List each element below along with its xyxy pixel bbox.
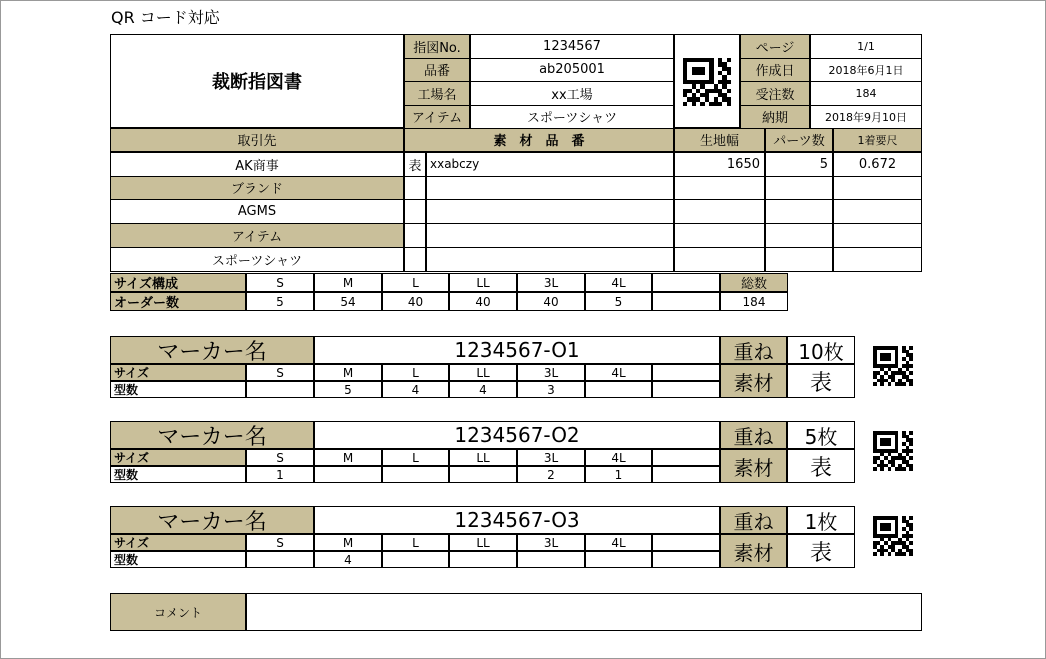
header-label: 作成日 (740, 58, 810, 83)
marker-name-label: マーカー名 (110, 506, 314, 534)
order-cell (652, 292, 720, 311)
header-value: 1/1 (810, 34, 922, 59)
qr-code-icon (683, 58, 731, 106)
header-value: 1234567 (470, 34, 674, 59)
marker-size-cell: LL (449, 364, 517, 381)
header-label: アイテム (404, 105, 470, 130)
header-value: 184 (810, 81, 922, 106)
marker-count-cell (652, 381, 720, 398)
marker-size-cell: 4L (585, 364, 652, 381)
material-side (404, 176, 426, 201)
marker-layers: 10枚 (787, 336, 855, 364)
header-label: 工場名 (404, 81, 470, 106)
header-label: 受注数 (740, 81, 810, 106)
marker-count-label: 型数 (110, 551, 246, 568)
marker-name: 1234567-O1 (314, 336, 720, 364)
material-parts (765, 223, 833, 248)
marker-size-label: サイズ (110, 534, 246, 551)
header-value: スポーツシャツ (470, 105, 674, 130)
comment-label: コメント (110, 593, 246, 631)
marker-size-cell: 3L (517, 364, 585, 381)
marker-count-cell (449, 551, 517, 568)
header-label: 指図No. (404, 34, 470, 59)
marker-count-cell (246, 381, 314, 398)
material-code (426, 176, 674, 201)
material-code (426, 223, 674, 248)
qr-code-icon (873, 431, 913, 471)
marker-layers-label: 重ね (720, 506, 787, 534)
order-cell: 40 (517, 292, 585, 311)
size-cell: L (382, 273, 449, 292)
marker-size-label: サイズ (110, 364, 246, 381)
material-yield (833, 247, 922, 272)
header-value: xx工場 (470, 81, 674, 106)
order-cell: 54 (314, 292, 382, 311)
marker-count-cell (382, 551, 449, 568)
marker-size-cell: M (314, 534, 382, 551)
marker-size-cell: S (246, 534, 314, 551)
header-value: ab205001 (470, 58, 674, 83)
header-value: 2018年9月10日 (810, 105, 922, 130)
marker-layers: 5枚 (787, 421, 855, 449)
size-cell (652, 273, 720, 292)
material-code (426, 247, 674, 272)
marker-count-label: 型数 (110, 466, 246, 483)
info-cell: スポーツシャツ (110, 247, 404, 272)
marker-size-cell: M (314, 364, 382, 381)
marker-count-cell: 1 (585, 466, 652, 483)
marker-count-cell (652, 551, 720, 568)
marker-size-cell: 3L (517, 449, 585, 466)
marker-count-cell (652, 466, 720, 483)
size-cell: 4L (585, 273, 652, 292)
marker-layers-label: 重ね (720, 336, 787, 364)
marker-size-cell (652, 364, 720, 381)
marker-size-cell: S (246, 449, 314, 466)
marker-size-cell: 4L (585, 534, 652, 551)
info-cell: ブランド (110, 176, 404, 201)
marker-size-cell: LL (449, 449, 517, 466)
marker-material-label: 素材 (720, 534, 787, 568)
info-cell: AGMS (110, 199, 404, 224)
order-cell: 5 (585, 292, 652, 311)
marker-size-label: サイズ (110, 449, 246, 466)
marker-name: 1234567-O3 (314, 506, 720, 534)
header-label: ページ (740, 34, 810, 59)
marker-material-label: 素材 (720, 449, 787, 483)
order-label: オーダー数 (110, 292, 246, 311)
order-cell: 40 (449, 292, 517, 311)
material-width: 1650 (674, 152, 765, 177)
marker-count-cell: 2 (517, 466, 585, 483)
doc-title: 裁断指図書 (110, 34, 404, 128)
marker-size-cell (652, 449, 720, 466)
material-side: 表 (404, 152, 426, 177)
comment-value (246, 593, 922, 631)
marker-count-cell (517, 551, 585, 568)
marker-size-cell: M (314, 449, 382, 466)
marker-layers: 1枚 (787, 506, 855, 534)
header-value: 2018年6月1日 (810, 58, 922, 83)
header-label: 納期 (740, 105, 810, 130)
material-parts: 5 (765, 152, 833, 177)
marker-count-cell (314, 466, 382, 483)
total-value: 184 (720, 292, 788, 311)
material-width (674, 176, 765, 201)
yield-header: 1着要尺 (833, 128, 922, 152)
material-code (426, 199, 674, 224)
info-cell: アイテム (110, 223, 404, 248)
marker-count-cell (585, 551, 652, 568)
marker-size-cell: L (382, 449, 449, 466)
marker-count-cell: 1 (246, 466, 314, 483)
qr-code-icon (873, 346, 913, 386)
marker-count-cell (246, 551, 314, 568)
marker-count-cell: 4 (314, 551, 382, 568)
marker-size-cell: S (246, 364, 314, 381)
size-label: サイズ構成 (110, 273, 246, 292)
marker-name-label: マーカー名 (110, 421, 314, 449)
parts-header: パーツ数 (765, 128, 833, 152)
material-width (674, 199, 765, 224)
marker-count-label: 型数 (110, 381, 246, 398)
marker-count-cell (585, 381, 652, 398)
size-cell: S (246, 273, 314, 292)
material-yield (833, 223, 922, 248)
marker-count-cell (382, 466, 449, 483)
material-parts (765, 176, 833, 201)
marker-size-cell: L (382, 364, 449, 381)
material-side (404, 223, 426, 248)
material-header: 素 材 品 番 (404, 128, 674, 152)
material-side (404, 199, 426, 224)
size-cell: LL (449, 273, 517, 292)
size-cell: 3L (517, 273, 585, 292)
page-title: QR コード対応 (111, 7, 220, 27)
marker-name-label: マーカー名 (110, 336, 314, 364)
material-yield (833, 176, 922, 201)
order-cell: 40 (382, 292, 449, 311)
order-cell: 5 (246, 292, 314, 311)
material-yield (833, 199, 922, 224)
marker-material-label: 素材 (720, 364, 787, 398)
material-yield: 0.672 (833, 152, 922, 177)
material-parts (765, 199, 833, 224)
marker-material: 表 (787, 534, 855, 568)
size-cell: M (314, 273, 382, 292)
marker-layers-label: 重ね (720, 421, 787, 449)
marker-count-cell: 4 (382, 381, 449, 398)
marker-size-cell: L (382, 534, 449, 551)
material-parts (765, 247, 833, 272)
total-label: 総数 (720, 273, 788, 292)
marker-count-cell: 4 (449, 381, 517, 398)
marker-name: 1234567-O2 (314, 421, 720, 449)
material-width (674, 223, 765, 248)
material-code: xxabczy (426, 152, 674, 177)
marker-count-cell: 5 (314, 381, 382, 398)
marker-count-cell (449, 466, 517, 483)
header-label: 品番 (404, 58, 470, 83)
qr-code-icon (873, 516, 913, 556)
client-header: 取引先 (110, 128, 404, 152)
material-width (674, 247, 765, 272)
width-header: 生地幅 (674, 128, 765, 152)
marker-material: 表 (787, 449, 855, 483)
marker-size-cell (652, 534, 720, 551)
material-side (404, 247, 426, 272)
marker-count-cell: 3 (517, 381, 585, 398)
marker-size-cell: 3L (517, 534, 585, 551)
info-cell: AK商事 (110, 152, 404, 177)
marker-size-cell: LL (449, 534, 517, 551)
marker-material: 表 (787, 364, 855, 398)
marker-size-cell: 4L (585, 449, 652, 466)
